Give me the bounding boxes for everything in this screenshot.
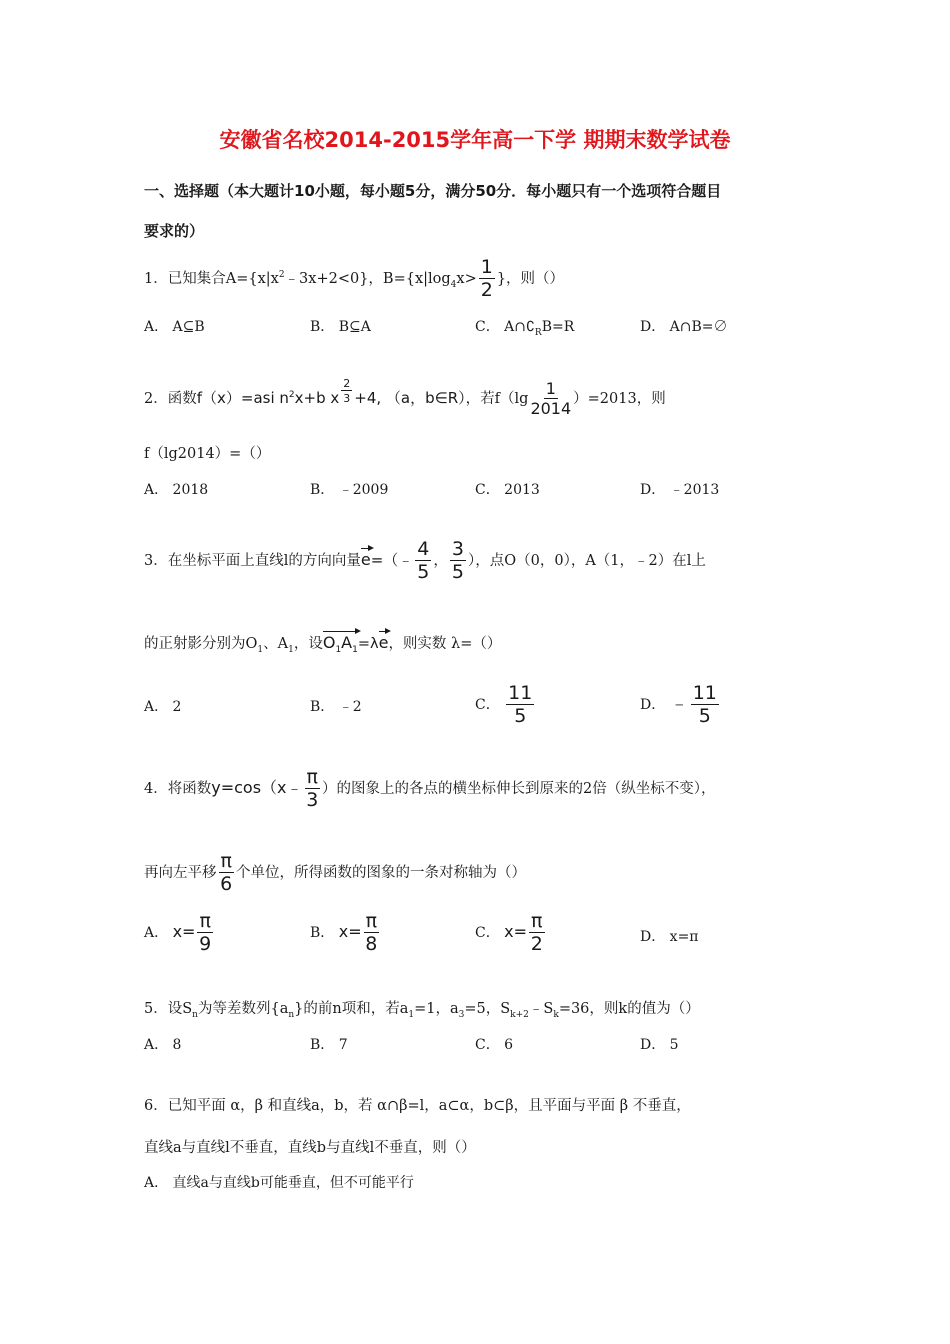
q3-optd-sign: ﹣	[669, 692, 689, 714]
section-heading-line1: 一、选择题（本大题计10小题，每小题5分，满分50分．每小题只有一个选项符合题目	[144, 182, 722, 200]
q2-option-a: A． 2018	[144, 482, 209, 498]
q2-nsup: 2	[288, 390, 295, 400]
q1-option-a: A． A⊆B	[144, 319, 205, 335]
q2-tail: +4, （a，b∈R）	[354, 389, 466, 407]
q4-optb-den: 8	[365, 933, 378, 955]
q5-sub-k: k	[553, 1009, 559, 1020]
q4-optc-x: x=	[504, 922, 528, 941]
q4-l2-prefix: 再向左平移	[144, 865, 217, 881]
q4-pi6-num: π	[220, 850, 232, 872]
q4-opta-num: π	[199, 910, 211, 932]
q3-optc-label: C．	[475, 697, 500, 713]
q4-pi: π	[306, 766, 318, 788]
q5-option-d: D． 5	[640, 1037, 679, 1053]
q3-f1-num: 4	[417, 538, 430, 560]
section-heading-line2: 要求的）	[144, 222, 205, 240]
q4-optc-label: C．	[475, 925, 500, 941]
q4-opta-frac	[197, 912, 212, 954]
q2-cond: ，若f（lg	[465, 391, 529, 407]
q4-suffix: ）的图象上的各点的横坐标伸长到原来的2倍（纵坐标不变），	[321, 781, 716, 797]
q4-option-a	[144, 912, 215, 954]
q6-option-a: A． 直线a与直线b可能垂直，但不可能平行	[144, 1175, 414, 1191]
q3-optd-den: 5	[698, 705, 711, 727]
q4-prefix: 4．将函数	[144, 781, 212, 797]
q3-l2-tail: ，则实数 λ=（）	[388, 636, 502, 652]
q4-frac-pi6	[219, 852, 234, 894]
q2-option-b: B． ﹣2009	[310, 482, 389, 498]
q5-option-a: A． 8	[144, 1037, 182, 1053]
question-2	[144, 378, 666, 417]
q4-option-d: D． x=π	[640, 929, 699, 945]
page-title: 安徽省名校2014-2015学年高一下学 期期末数学试卷	[219, 128, 731, 152]
q5-sub-k2: k+2	[510, 1009, 529, 1020]
q5-mid1: 为等差数列{a	[197, 1001, 289, 1017]
q5-mid5: ﹣S	[528, 1001, 554, 1017]
q3-l2-prefix: 的正射影分别为O	[144, 636, 258, 652]
q3-l2-mid: 、A	[263, 636, 289, 652]
q5-sub-n2: n	[288, 1009, 295, 1020]
q2-lg-fraction	[530, 381, 571, 417]
q1-fraction	[479, 258, 495, 300]
q2-option-c: C． 2013	[475, 482, 540, 498]
q1-mid: ﹣3x+2<0}，B={x|log	[284, 271, 451, 287]
question-6-line1: 6．已知平面 α，β 和直线a，b，若 α∩β=l，a⊂α，b⊂β，且平面与平面 β 不垂直，	[144, 1098, 691, 1114]
q5-mid4: =5，S	[464, 1001, 511, 1017]
q4-optb-label: B．	[310, 925, 335, 941]
q3-eq: =（﹣	[370, 551, 414, 569]
q5-mid3: =1，a	[414, 1001, 459, 1017]
q3-frac1	[415, 540, 431, 582]
q3-l2-mid2: ，设	[293, 636, 323, 652]
q3-sub1a: 1	[257, 644, 264, 655]
q1-xgt: x>	[456, 271, 477, 287]
q1-optc-text: C． A∩∁	[475, 319, 535, 335]
q3-vec-osub: 1	[335, 645, 342, 656]
q4-optc-num: π	[531, 910, 543, 932]
q4-opta-x: x=	[172, 922, 196, 941]
q3-f2-num: 3	[451, 538, 464, 560]
q1-optc-sub: R	[534, 327, 542, 338]
question-1	[144, 258, 564, 300]
q4-den6: 6	[220, 873, 233, 895]
q4-opta-label: A．	[144, 925, 169, 941]
q3-vec-o: O	[322, 633, 336, 652]
q2-formula	[196, 377, 466, 407]
q2-lg-num: 1	[545, 379, 556, 398]
q1-sub: 4	[450, 279, 457, 290]
q1-prefix: 1．已知集合A={x|x	[144, 271, 279, 287]
q4-optc-frac	[529, 912, 544, 954]
q1-frac-den: 2	[480, 279, 493, 301]
q4-opta-den: 9	[199, 933, 212, 955]
q5-sub-1: 1	[408, 1009, 415, 1020]
q3-optd-label: D．	[640, 697, 666, 713]
q3-f2-den: 5	[451, 561, 464, 583]
q4-optb-x: x=	[338, 922, 362, 941]
q3-vector-o1a1	[323, 633, 358, 655]
q3-suffix: ），点O（0，0），A（1，﹣2）在l上	[467, 553, 706, 569]
q1-option-d: D． A∩B=∅	[640, 319, 728, 335]
q3-f1-den: 5	[417, 561, 430, 583]
q2-lg-den: 2014	[530, 399, 572, 418]
q3-comma: ，	[433, 553, 448, 569]
q2-exp-num: 2	[343, 377, 351, 390]
q5-mid2: }的前n项和，若a	[294, 1001, 409, 1017]
q2-cond-tail: ）=2013，则	[573, 391, 666, 407]
q5-option-c: C． 6	[475, 1037, 514, 1053]
q4-frac-pi3	[305, 768, 320, 810]
q3-option-a: A． 2	[144, 699, 182, 715]
q2-xbx: x+b x	[294, 389, 340, 407]
question-6-line2: 直线a与直线l不垂直，直线b与直线l不垂直，则（）	[144, 1140, 476, 1156]
q3-optc-den: 5	[514, 705, 527, 727]
q1-frac-num: 1	[480, 256, 493, 278]
q5-tail: =36，则k的值为（）	[558, 1001, 700, 1017]
q3-optd-num: 11	[692, 682, 717, 704]
q3-optc-frac	[506, 684, 534, 726]
q4-den3: 3	[306, 789, 319, 811]
q4-line2	[144, 852, 526, 894]
q3-option-c	[475, 684, 536, 726]
question-4	[144, 768, 715, 810]
q3-vector-e: e	[360, 550, 371, 569]
q2-exp-den: 3	[343, 392, 351, 405]
q3-option-b: B． ﹣2	[310, 699, 362, 715]
q5-sub-3: 3	[458, 1009, 465, 1020]
q1-option-c	[475, 316, 574, 338]
q2-fx: f（x）=asi n	[196, 389, 289, 407]
q2-prefix: 2．函数	[144, 391, 197, 407]
q3-sub1b: 1	[288, 644, 294, 655]
question-5	[144, 997, 700, 1020]
q3-optc-num: 11	[508, 682, 533, 704]
q3-line2	[144, 632, 501, 655]
q4-func: y=cos（x﹣	[211, 778, 303, 797]
q1-option-b: B． B⊆A	[310, 319, 371, 335]
q4-optb-num: π	[365, 910, 378, 932]
q1-sup: 2	[278, 270, 285, 281]
q5-sub-n: n	[192, 1009, 198, 1020]
q3-optd-frac	[691, 684, 719, 726]
q2-exponent	[341, 378, 352, 404]
q3-vector-e2: e	[378, 633, 389, 652]
q3-option-d	[640, 684, 721, 726]
q3-prefix: 3．在坐标平面上直线l的方向向量	[144, 553, 361, 569]
q1-suffix: }，则（）	[496, 271, 565, 287]
q3-lambda: =λ	[357, 636, 379, 652]
q3-frac2	[450, 540, 466, 582]
q4-option-b	[310, 912, 381, 954]
q3-vec-asub: 1	[352, 645, 358, 656]
q1-optc-tail: B=R	[541, 319, 575, 335]
q2-line2: f（lg2014）=（）	[144, 446, 271, 462]
q4-l2-tail: 个单位，所得函数的图象的一条对称轴为（）	[235, 865, 526, 881]
q4-optb-frac	[364, 912, 379, 954]
question-3	[144, 540, 706, 582]
q3-vec-a: A	[341, 633, 353, 652]
q5-prefix: 5．设S	[144, 1001, 193, 1017]
q5-option-b: B． 7	[310, 1037, 348, 1053]
q4-option-c	[475, 912, 547, 954]
q2-option-d: D． ﹣2013	[640, 482, 720, 498]
q4-optc-den: 2	[530, 933, 543, 955]
